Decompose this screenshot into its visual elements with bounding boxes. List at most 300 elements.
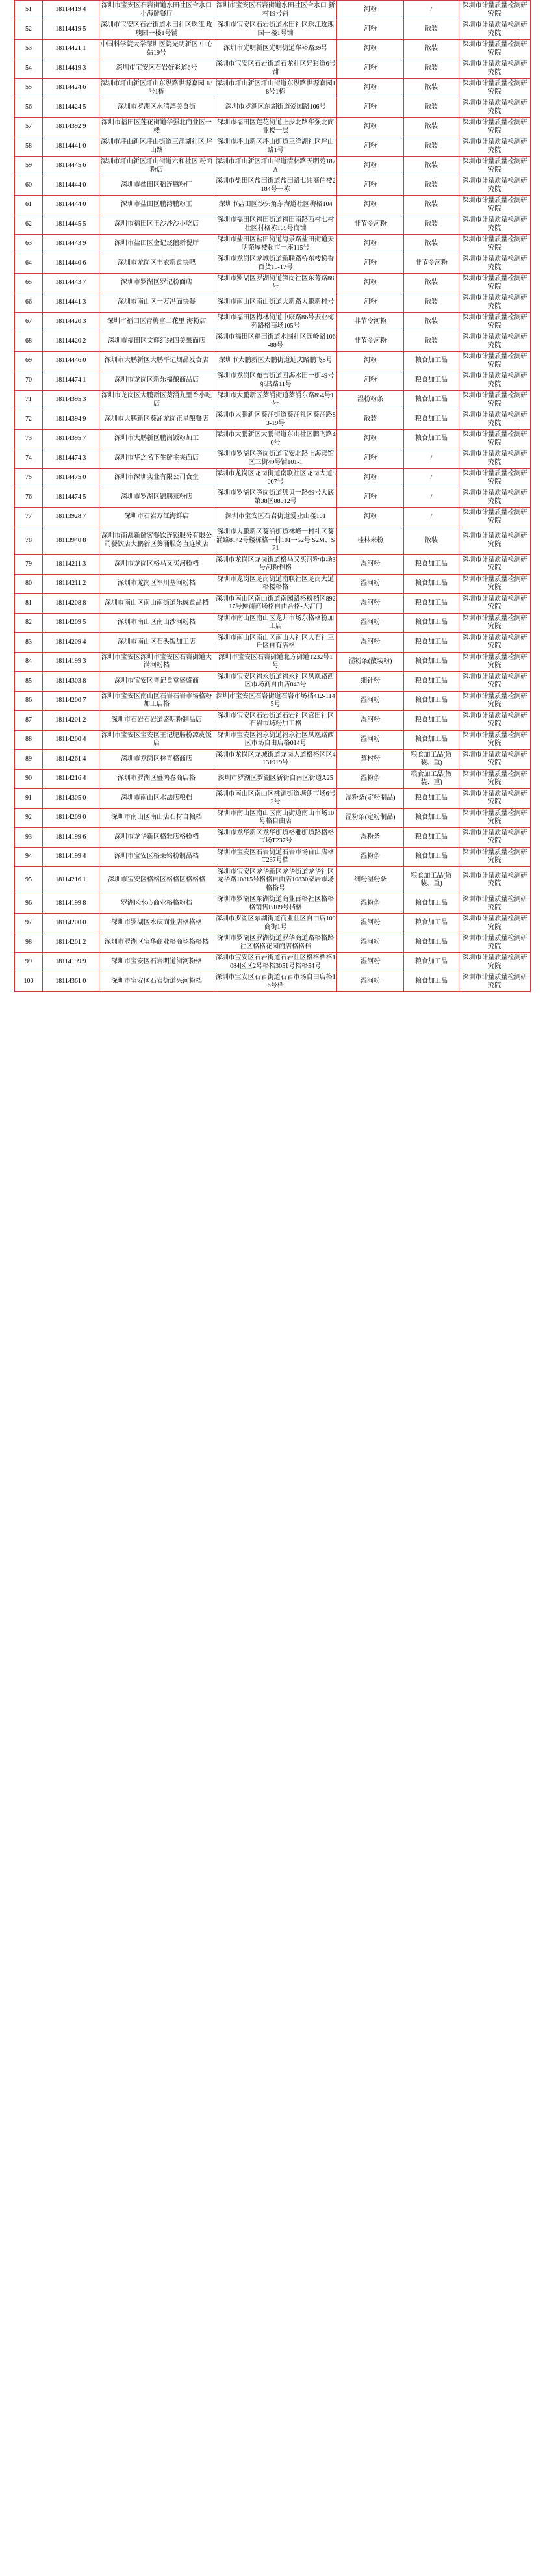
food-name: 河粉 [337, 196, 404, 215]
testing-org: 深圳市计量质量检测研究院 [459, 730, 530, 749]
testing-org: 深圳市计量质量检测研究院 [459, 933, 530, 953]
unit-name: 深圳市罗湖区水清湾美食街 [99, 98, 214, 118]
row-index: 97 [15, 914, 43, 933]
unit-name: 深圳市龙岗区大鹏新区葵涌九里香小吃店 [99, 391, 214, 410]
testing-org: 深圳市计量质量检测研究院 [459, 391, 530, 410]
food-subtype: 粮食加工品 [404, 827, 459, 847]
food-subtype: 散装 [404, 137, 459, 157]
row-index: 84 [15, 652, 43, 671]
row-index: 95 [15, 866, 43, 894]
testing-org: 深圳市计量质量检测研究院 [459, 332, 530, 352]
sampling-code: 18114419 4 [42, 1, 99, 20]
table-row [15, 488, 531, 508]
food-subtype: 粮食加工品 [404, 410, 459, 430]
row-index: 75 [15, 469, 43, 488]
unit-address: 深圳市盐田区沙头角东海道社区梅格104 [214, 196, 337, 215]
row-index: 68 [15, 332, 43, 352]
row-index: 83 [15, 632, 43, 652]
food-name: 湿粉条 [337, 894, 404, 914]
unit-name: 深圳市坪山新区坪山街道六和社区 粉面粉店 [99, 157, 214, 176]
unit-address: 深圳市宝安区石岩街道石岩市场自由店格16号档 [214, 972, 337, 992]
table-row [15, 371, 531, 391]
row-index: 94 [15, 847, 43, 866]
food-subtype: 粮食加工品 [404, 430, 459, 449]
table-row [15, 613, 531, 632]
testing-org: 深圳市计量质量检测研究院 [459, 313, 530, 332]
sampling-code: 18114201 2 [42, 710, 99, 730]
food-subtype: 散装 [404, 20, 459, 40]
food-name: 非节令河粉 [337, 215, 404, 235]
food-name: 蒸村粉 [337, 749, 404, 769]
sampling-code: 18114421 1 [42, 40, 99, 59]
unit-address: 深圳市南山区南山区桃源街道塘朗市场6号2号 [214, 788, 337, 808]
unit-name: 深圳市盐田区鹏湾鹏粉王 [99, 196, 214, 215]
unit-name: 罗湖区水心商业格格粉档 [99, 894, 214, 914]
unit-name: 深圳市罗湖区罗记粉面店 [99, 274, 214, 293]
unit-name: 深圳市福田区文辉红线四美果面店 [99, 332, 214, 352]
unit-address: 深圳市宝安区石岩街道水田社区珠江玫瑰园一楼1号铺 [214, 20, 337, 40]
food-name: 湿河粉 [337, 953, 404, 972]
unit-address: 深圳市罗湖区罗湖区新街自南区街道A25 [214, 769, 337, 788]
food-subtype: 粮食加工品 [404, 933, 459, 953]
row-index: 62 [15, 215, 43, 235]
testing-org: 深圳市计量质量检测研究院 [459, 410, 530, 430]
food-name: 河粉 [337, 157, 404, 176]
food-name: 河粉 [337, 293, 404, 313]
food-subtype: 散装 [404, 527, 459, 555]
food-name: 湿河粉 [337, 914, 404, 933]
table-row [15, 59, 531, 79]
testing-org: 深圳市计量质量检测研究院 [459, 691, 530, 710]
testing-org: 深圳市计量质量检测研究院 [459, 430, 530, 449]
testing-org: 深圳市计量质量检测研究院 [459, 137, 530, 157]
food-name: 河粉 [337, 371, 404, 391]
unit-name: 深圳市石岩石岩道盛明粉制品店 [99, 710, 214, 730]
table-row [15, 430, 531, 449]
unit-name: 深圳市南山区一万冯面快餐 [99, 293, 214, 313]
testing-org: 深圳市计量质量检测研究院 [459, 788, 530, 808]
unit-address: 深圳市龙华新区龙华街道格雅街道路格格市场T237号 [214, 827, 337, 847]
table-row [15, 691, 531, 710]
food-name: 河粉 [337, 40, 404, 59]
unit-name: 深圳市盐田区金记烧鹅新餐厅 [99, 235, 214, 254]
unit-name: 深圳市南山区水法店粮档 [99, 788, 214, 808]
sampling-code: 18114395 3 [42, 391, 99, 410]
food-name: 河粉 [337, 20, 404, 40]
unit-name: 深圳市福田区莲花街道华强北商业区一楼 [99, 118, 214, 137]
sampling-code: 18114445 5 [42, 215, 99, 235]
sampling-code: 18114395 7 [42, 430, 99, 449]
table-row [15, 866, 531, 894]
food-subtype: 粮食加工品 [404, 788, 459, 808]
unit-address: 深圳市大鹏新区葵涌街道葵涌社区葵涌路83-19号 [214, 410, 337, 430]
food-subtype: 粮食加工品 [404, 691, 459, 710]
sampling-code: 18114303 8 [42, 671, 99, 691]
table-row [15, 593, 531, 613]
unit-name: 深圳市宝安区石岩街道兴河粉档 [99, 972, 214, 992]
row-index: 72 [15, 410, 43, 430]
testing-org: 深圳市计量质量检测研究院 [459, 527, 530, 555]
testing-org: 深圳市计量质量检测研究院 [459, 254, 530, 274]
sampling-code: 18113940 8 [42, 527, 99, 555]
unit-address: 深圳市宝安区石岩街道石岩市场自由店格T237号档 [214, 847, 337, 866]
unit-name: 深圳市龙岗区丰衣新食快吧 [99, 254, 214, 274]
sampling-code: 18114474 3 [42, 449, 99, 469]
food-subtype: 散装 [404, 332, 459, 352]
food-subtype: 粮食加工品 [404, 730, 459, 749]
unit-name: 深圳市石岩万江海鲜店 [99, 508, 214, 527]
unit-name: 深圳市宝安区石岩街道水田社区珠江 玫瑰园一楼1号铺 [99, 20, 214, 40]
food-name: 湿河粉 [337, 691, 404, 710]
testing-org: 深圳市计量质量检测研究院 [459, 769, 530, 788]
testing-org: 深圳市计量质量检测研究院 [459, 98, 530, 118]
food-subtype: 粮食加工品 [404, 972, 459, 992]
food-name: 河粉 [337, 98, 404, 118]
table-row [15, 20, 531, 40]
row-index: 87 [15, 710, 43, 730]
unit-address: 深圳市宝安区石岩街道爱业山楼101 [214, 508, 337, 527]
food-subtype: 非节令河粉 [404, 254, 459, 274]
unit-address: 深圳市光明新区光明街道华裕路39号 [214, 40, 337, 59]
sampling-code: 18114361 0 [42, 972, 99, 992]
food-subtype: 粮食加工品(散装、重) [404, 769, 459, 788]
row-index: 52 [15, 20, 43, 40]
unit-address: 深圳市大鹏新区葵涌街道林峰一村社区葵涌路8142号楼栋格一村101一52号 S2M、SP1 [214, 527, 337, 555]
food-subtype: 粮食加工品 [404, 914, 459, 933]
row-index: 58 [15, 137, 43, 157]
unit-name: 深圳市大鹏新区葵涌龙岗正星酿餐店 [99, 410, 214, 430]
sampling-code: 18114420 2 [42, 332, 99, 352]
row-index: 53 [15, 40, 43, 59]
food-subtype: 粮食加工品 [404, 632, 459, 652]
sampling-code: 18114200 4 [42, 730, 99, 749]
food-name: 湿粉条 [337, 827, 404, 847]
unit-address: 深圳市宝安区石岩街道石岩社区官田社区石岩市场粉加工格 [214, 710, 337, 730]
food-name: 河粉 [337, 430, 404, 449]
food-name: 河粉 [337, 118, 404, 137]
testing-org: 深圳市计量质量检测研究院 [459, 59, 530, 79]
testing-org: 深圳市计量质量检测研究院 [459, 293, 530, 313]
food-subtype: 粮食加工品(散装、重) [404, 866, 459, 894]
table-row [15, 554, 531, 574]
unit-name: 深圳市宝安区石岩明道街河粉格 [99, 953, 214, 972]
unit-name: 深圳市坪山新区坪山东纵路世源嘉园 18号1栋 [99, 79, 214, 98]
food-subtype: 散装 [404, 176, 459, 196]
unit-address: 深圳市罗湖区罗湖街道罗华商道路格格路社区格格花园商店格格档 [214, 933, 337, 953]
unit-address: 深圳市宝安区福永街道福永社区凤凰路西区市场商自由店043号 [214, 671, 337, 691]
food-subtype: / [404, 449, 459, 469]
table-row [15, 410, 531, 430]
sampling-code: 18114441 3 [42, 293, 99, 313]
unit-name: 深圳市南山区石头饭加工店 [99, 632, 214, 652]
food-name: 湿粉条(散装粉) [337, 652, 404, 671]
table-row [15, 293, 531, 313]
sampling-code: 18114199 4 [42, 847, 99, 866]
food-name: 湿粉条 [337, 847, 404, 866]
row-index: 67 [15, 313, 43, 332]
testing-org: 深圳市计量质量检测研究院 [459, 1, 530, 20]
row-index: 89 [15, 749, 43, 769]
unit-address: 深圳市罗湖区东湖街道商业社区自由店109商街1号 [214, 914, 337, 933]
unit-name: 深圳市宝安区石岩好彩道6号 [99, 59, 214, 79]
unit-name: 深圳市宝安区南山区石岩石岩市场格粉加工店格 [99, 691, 214, 710]
food-subtype: 散装 [404, 215, 459, 235]
row-index: 60 [15, 176, 43, 196]
food-subtype: 散装 [404, 196, 459, 215]
sampling-code: 18114443 7 [42, 274, 99, 293]
unit-address: 深圳市南山区南山街道南园路格粉档区892 17号摊铺商场格自由合格-大汇门 [214, 593, 337, 613]
unit-address: 深圳市大鹏新区大鹏街道东山社区鹏飞路40号 [214, 430, 337, 449]
unit-name: 深圳市福田区玉沙沙沙小吃店 [99, 215, 214, 235]
testing-org: 深圳市计量质量检测研究院 [459, 196, 530, 215]
testing-org: 深圳市计量质量检测研究院 [459, 652, 530, 671]
food-subtype: 粮食加工品 [404, 671, 459, 691]
food-name: 湿河粉 [337, 593, 404, 613]
sampling-code: 18114199 6 [42, 827, 99, 847]
food-name: 湿河粉 [337, 632, 404, 652]
food-subtype: 粮食加工品 [404, 371, 459, 391]
sampling-code: 18114474 1 [42, 371, 99, 391]
testing-org: 深圳市计量质量检测研究院 [459, 749, 530, 769]
food-subtype: 粮食加工品 [404, 953, 459, 972]
testing-org: 深圳市计量质量检测研究院 [459, 274, 530, 293]
sampling-code: 18114441 0 [42, 137, 99, 157]
row-index: 70 [15, 371, 43, 391]
sampling-code: 18114216 1 [42, 866, 99, 894]
unit-name: 深圳市龙岗区林青格商店 [99, 749, 214, 769]
food-subtype: 散装 [404, 293, 459, 313]
food-name: 湿河粉 [337, 730, 404, 749]
food-subtype: 散装 [404, 313, 459, 332]
food-name: 散装 [337, 410, 404, 430]
sampling-code: 18114209 0 [42, 808, 99, 827]
sampling-code: 18114443 9 [42, 235, 99, 254]
food-subtype: / [404, 488, 459, 508]
testing-org: 深圳市计量质量检测研究院 [459, 215, 530, 235]
unit-address: 深圳市龙岗区布吉街道四海水田一街49号东昌路11号 [214, 371, 337, 391]
sampling-code: 18114394 9 [42, 410, 99, 430]
sampling-code: 18114445 6 [42, 157, 99, 176]
unit-address: 深圳市南山区南山区南山大社区人石社三丘区自有店格 [214, 632, 337, 652]
food-subtype: 散装 [404, 235, 459, 254]
unit-name: 中国科学院大学深圳医院光明新区 中心站19号 [99, 40, 214, 59]
table-row [15, 196, 531, 215]
food-name: 河粉 [337, 254, 404, 274]
sampling-code: 18114201 2 [42, 933, 99, 953]
unit-name: 深圳市罗湖区水庆商业店格格格 [99, 914, 214, 933]
food-subtype: / [404, 469, 459, 488]
table-row [15, 215, 531, 235]
row-index: 77 [15, 508, 43, 527]
row-index: 59 [15, 157, 43, 176]
food-name: 细粉湿粉条 [337, 866, 404, 894]
testing-org: 深圳市计量质量检测研究院 [459, 671, 530, 691]
unit-name: 深圳市罗湖区锦鹏蒸粉店 [99, 488, 214, 508]
food-name: 河粉 [337, 79, 404, 98]
table-row [15, 933, 531, 953]
table-row [15, 469, 531, 488]
row-index: 51 [15, 1, 43, 20]
table-row [15, 671, 531, 691]
sampling-code: 18114424 6 [42, 79, 99, 98]
unit-address: 深圳市盐田区盐田街道盐田路七纬商住楼2184号一栋 [214, 176, 337, 196]
table-row [15, 118, 531, 137]
unit-name: 深圳市宝安区格莱铭粉制品档 [99, 847, 214, 866]
unit-address: 深圳市龙岗区龙城街道龙岗大道格格区区4131919号 [214, 749, 337, 769]
food-name: 河粉 [337, 469, 404, 488]
sampling-code: 18114199 3 [42, 652, 99, 671]
unit-name: 深圳市南山区南山店石材自粮档 [99, 808, 214, 827]
row-index: 85 [15, 671, 43, 691]
sampling-code: 18114475 0 [42, 469, 99, 488]
food-name: 湿河粉 [337, 933, 404, 953]
food-name: 河粉 [337, 274, 404, 293]
unit-name: 深圳市龙华新区格雅店格粉档 [99, 827, 214, 847]
table-row [15, 1, 531, 20]
table-row [15, 730, 531, 749]
food-subtype: 散装 [404, 118, 459, 137]
table-row [15, 449, 531, 469]
row-index: 90 [15, 769, 43, 788]
row-index: 81 [15, 593, 43, 613]
food-name: 湿粉粉条 [337, 391, 404, 410]
unit-name: 深圳市龙岗区格马又买河粉档 [99, 554, 214, 574]
sampling-code: 18114208 8 [42, 593, 99, 613]
table-row [15, 527, 531, 555]
unit-name: 深圳市福田区青梅富二花里 海粉店 [99, 313, 214, 332]
food-name: 湿河粉 [337, 554, 404, 574]
food-name: 湿河粉 [337, 574, 404, 593]
testing-org: 深圳市计量质量检测研究院 [459, 469, 530, 488]
sampling-code: 18114200 7 [42, 691, 99, 710]
row-index: 86 [15, 691, 43, 710]
unit-address: 深圳市罗湖区笋岗街道贝贝一路69号大底第38区88012号 [214, 488, 337, 508]
sampling-code: 18114446 0 [42, 352, 99, 371]
food-subtype: 散装 [404, 157, 459, 176]
unit-name: 深圳市龙岗区军川基河粉档 [99, 574, 214, 593]
testing-org: 深圳市计量质量检测研究院 [459, 894, 530, 914]
row-index: 56 [15, 98, 43, 118]
testing-org: 深圳市计量质量检测研究院 [459, 20, 530, 40]
unit-name: 深圳市罗湖区盛鸿春商店格 [99, 769, 214, 788]
table-row [15, 632, 531, 652]
table-row [15, 313, 531, 332]
unit-address: 深圳市福田区梅林街道中康路86号振业梅苑路格商场105号 [214, 313, 337, 332]
row-index: 82 [15, 613, 43, 632]
unit-address: 深圳市南山区南山区南山街道南山市场10号格自由店 [214, 808, 337, 827]
table-row [15, 98, 531, 118]
testing-org: 深圳市计量质量检测研究院 [459, 710, 530, 730]
food-name: 河粉 [337, 449, 404, 469]
unit-address: 深圳市宝安区龙华新区龙华街道龙华社区龙华路10815号格格自由店10830家居市场格格号 [214, 866, 337, 894]
sampling-code: 18114209 4 [42, 632, 99, 652]
unit-address: 深圳市南山区南山街道大新路大鹏新村号 [214, 293, 337, 313]
unit-address: 深圳市罗湖区笋岗街道宝安北路上海宾馆区三街49号铺101-1 [214, 449, 337, 469]
row-index: 61 [15, 196, 43, 215]
row-index: 55 [15, 79, 43, 98]
table-row [15, 710, 531, 730]
unit-name: 深圳市宝安区格格区格格区格格格 [99, 866, 214, 894]
unit-name: 深圳市宝安区粤记食堂盛盛商 [99, 671, 214, 691]
sampling-code: 18114419 5 [42, 20, 99, 40]
row-index: 74 [15, 449, 43, 469]
row-index: 54 [15, 59, 43, 79]
table-row [15, 352, 531, 371]
testing-org: 深圳市计量质量检测研究院 [459, 79, 530, 98]
food-name: 河粉 [337, 176, 404, 196]
food-subtype: 粮食加工品 [404, 352, 459, 371]
table-row [15, 953, 531, 972]
row-index: 69 [15, 352, 43, 371]
row-index: 79 [15, 554, 43, 574]
testing-org: 深圳市计量质量检测研究院 [459, 554, 530, 574]
food-name: 湿粉条 [337, 769, 404, 788]
food-subtype: 粮食加工品 [404, 710, 459, 730]
testing-org: 深圳市计量质量检测研究院 [459, 866, 530, 894]
food-subtype: 粮食加工品(散装、重) [404, 749, 459, 769]
food-subtype: 粮食加工品 [404, 652, 459, 671]
unit-address: 深圳市龙岗区龙岗街道格马又买河粉市场3号河粉档格 [214, 554, 337, 574]
sampling-code: 18114305 0 [42, 788, 99, 808]
sampling-code: 18114392 9 [42, 118, 99, 137]
row-index: 93 [15, 827, 43, 847]
row-index: 66 [15, 293, 43, 313]
testing-org: 深圳市计量质量检测研究院 [459, 574, 530, 593]
sampling-code: 18114474 5 [42, 488, 99, 508]
food-subtype: 粮食加工品 [404, 847, 459, 866]
sampling-code: 18114444 0 [42, 196, 99, 215]
table-row [15, 254, 531, 274]
unit-address: 深圳市大鹏新区葵涌街道葵涌东路854号1号 [214, 391, 337, 410]
table-row [15, 391, 531, 410]
unit-address: 深圳市宝安区石岩街道水田社区合水口 新村19号铺 [214, 1, 337, 20]
testing-org: 深圳市计量质量检测研究院 [459, 371, 530, 391]
table-row [15, 40, 531, 59]
food-name: 河粉 [337, 137, 404, 157]
testing-org: 深圳市计量质量检测研究院 [459, 352, 530, 371]
sampling-code: 18114199 8 [42, 894, 99, 914]
row-index: 65 [15, 274, 43, 293]
food-name: 非节令河粉 [337, 313, 404, 332]
sampling-code: 18114444 0 [42, 176, 99, 196]
food-subtype: 粮食加工品 [404, 593, 459, 613]
row-index: 100 [15, 972, 43, 992]
unit-address: 深圳市盐田区盐田街道海景路盐田街道天明苑屋楼超市一座115号 [214, 235, 337, 254]
food-subtype: / [404, 1, 459, 20]
unit-address: 深圳市龙岗区龙城街道新联路桥东楼梯香百货15-17号 [214, 254, 337, 274]
unit-name: 深圳市盐田区稻连腾粉厂 [99, 176, 214, 196]
table-row [15, 827, 531, 847]
table-row [15, 574, 531, 593]
unit-address: 深圳市宝安区石岩街道石岩社区格格档格1084区区2号格档3051号档格54号 [214, 953, 337, 972]
inspection-results-table-page [0, 0, 545, 992]
food-name: 湿粉条(定粉制品) [337, 808, 404, 827]
food-subtype: 粮食加工品 [404, 613, 459, 632]
sampling-code: 18114216 4 [42, 769, 99, 788]
testing-org: 深圳市计量质量检测研究院 [459, 953, 530, 972]
testing-org: 深圳市计量质量检测研究院 [459, 847, 530, 866]
sampling-code: 18114211 2 [42, 574, 99, 593]
unit-address: 深圳市福田区莲花街道上步北路华强北商业楼一层 [214, 118, 337, 137]
food-subtype: 散装 [404, 79, 459, 98]
row-index: 92 [15, 808, 43, 827]
food-subtype: 粮食加工品 [404, 554, 459, 574]
testing-org: 深圳市计量质量检测研究院 [459, 449, 530, 469]
unit-name: 深圳市大鹏新区大鹏平记烟品发食店 [99, 352, 214, 371]
food-name: 湿河粉 [337, 613, 404, 632]
sampling-code: 18114200 0 [42, 914, 99, 933]
testing-org: 深圳市计量质量检测研究院 [459, 808, 530, 827]
